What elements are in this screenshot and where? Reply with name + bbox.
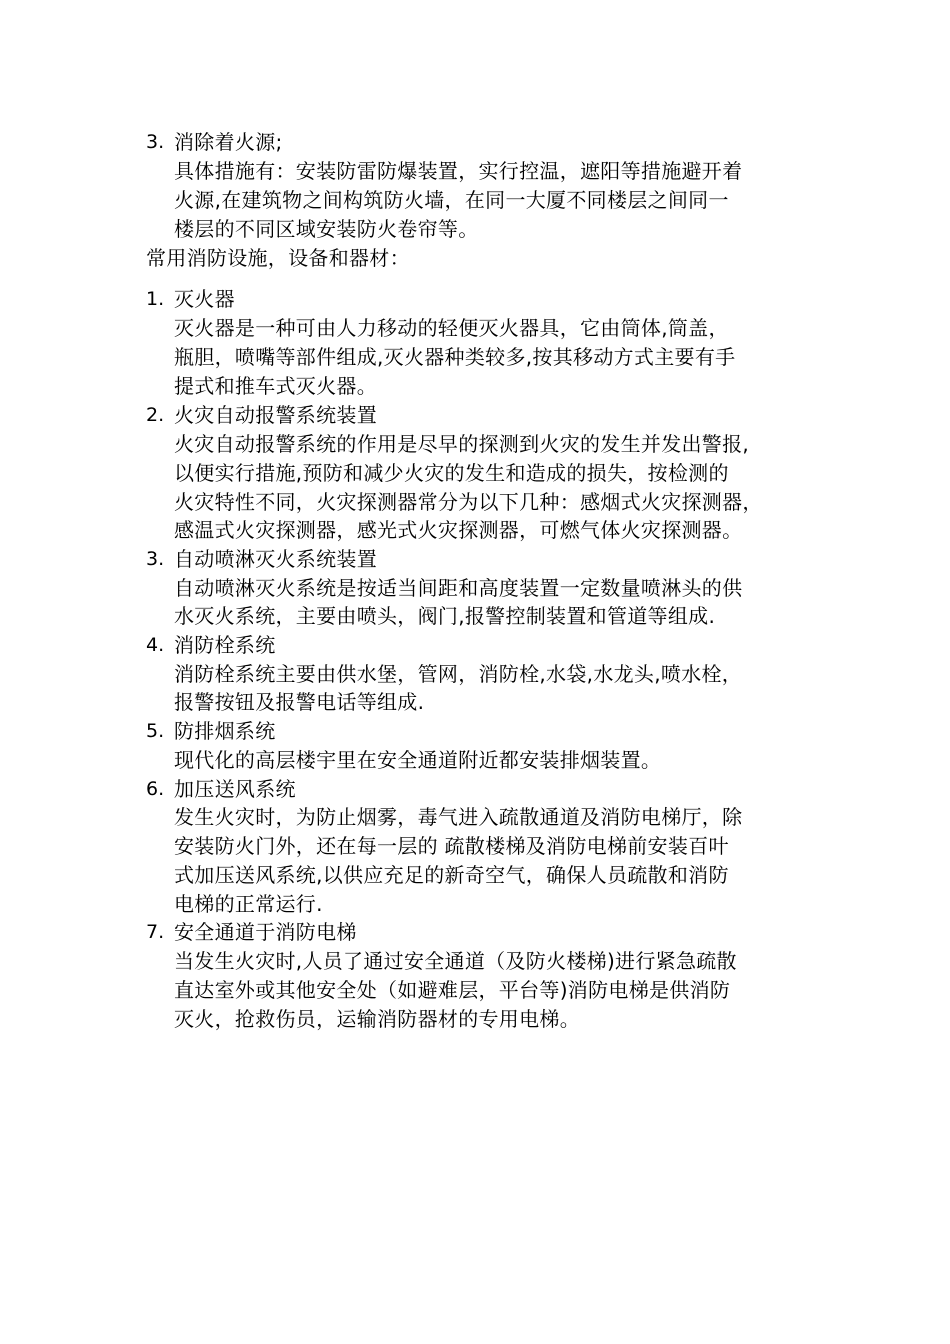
list-item-title: 安全通道于消防电梯 bbox=[174, 920, 357, 944]
paragraph-line: 安装防火门外，还在每一层的 疏散楼梯及消防电梯前安装百叶 bbox=[174, 834, 729, 858]
paragraph-line: 火灾自动报警系统的作用是尽早的探测到火灾的发生并发出警报, bbox=[174, 432, 750, 456]
section-heading: 常用消防设施，设备和器材： bbox=[146, 246, 410, 270]
paragraph-line: 瓶胆，喷嘴等部件组成,灭火器种类较多,按其移动方式主要有手 bbox=[174, 345, 736, 369]
list-item-title: 自动喷淋灭火系统装置 bbox=[174, 547, 377, 571]
paragraph-line: 自动喷淋灭火系统是按适当间距和高度装置一定数量喷淋头的供 bbox=[174, 576, 743, 600]
list-item-title: 消防栓系统 bbox=[174, 633, 276, 657]
list-item-number: 3. bbox=[146, 131, 165, 153]
list-item-number: 7. bbox=[146, 921, 165, 943]
list-item-title: 防排烟系统 bbox=[174, 719, 276, 743]
paragraph-line: 感温式火灾探测器，感光式火灾探测器，可燃气体火灾探测器。 bbox=[174, 518, 743, 542]
paragraph-line: 灭火器是一种可由人力移动的轻便灭火器具，它由筒体,筒盖， bbox=[174, 316, 729, 340]
list-item-title: 火灾自动报警系统装置 bbox=[174, 403, 377, 427]
paragraph-line: 以便实行措施,预防和减少火灾的发生和造成的损失，按检测的 bbox=[174, 461, 729, 485]
paragraph-line: 式加压送风系统,以供应充足的新奇空气，确保人员疏散和消防 bbox=[174, 863, 729, 887]
list-item-number: 5. bbox=[146, 720, 165, 742]
paragraph-line: 火灾特性不同，火灾探测器常分为以下几种：感烟式火灾探测器， bbox=[174, 490, 763, 514]
list-item-number: 4. bbox=[146, 634, 165, 656]
paragraph-line: 火源,在建筑物之间构筑防火墙，在同一大厦不同楼层之间同一 bbox=[174, 188, 729, 212]
list-item-number: 1. bbox=[146, 288, 165, 310]
list-item-title: 加压送风系统 bbox=[174, 777, 296, 801]
paragraph-line: 直达室外或其他安全处（如避难层，平台等)消防电梯是供消防 bbox=[174, 978, 731, 1002]
paragraph-line: 消防栓系统主要由供水堡，管网，消防栓,水袋,水龙头,喷水栓， bbox=[174, 662, 743, 686]
paragraph-line: 楼层的不同区域安装防火卷帘等。 bbox=[174, 217, 479, 241]
paragraph-line: 发生火灾时，为防止烟雾，毒气进入疏散通道及消防电梯厅，除 bbox=[174, 805, 743, 829]
list-item-number: 6. bbox=[146, 778, 165, 800]
paragraph-line: 水灭火系统，主要由喷头，阀门,报警控制装置和管道等组成. bbox=[174, 604, 716, 628]
paragraph-line: 提式和推车式灭火器。 bbox=[174, 374, 377, 398]
list-item-title: 灭火器 bbox=[174, 287, 235, 311]
paragraph-line: 当发生火灾时,人员了通过安全通道（及防火楼梯)进行紧急疏散 bbox=[174, 949, 737, 973]
paragraph-line: 报警按钮及报警电话等组成. bbox=[174, 690, 425, 714]
list-item-number: 3. bbox=[146, 548, 165, 570]
list-item-number: 2. bbox=[146, 404, 165, 426]
paragraph-line: 现代化的高层楼宇里在安全通道附近都安装排烟装置。 bbox=[174, 748, 662, 772]
paragraph-line: 具体措施有：安装防雷防爆装置，实行控温，遮阳等措施避开着 bbox=[174, 159, 743, 183]
paragraph-line: 灭火，抢救伤员，运输消防器材的专用电梯。 bbox=[174, 1007, 580, 1031]
list-item-title: 消除着火源; bbox=[174, 130, 283, 154]
paragraph-line: 电梯的正常运行. bbox=[174, 892, 323, 916]
